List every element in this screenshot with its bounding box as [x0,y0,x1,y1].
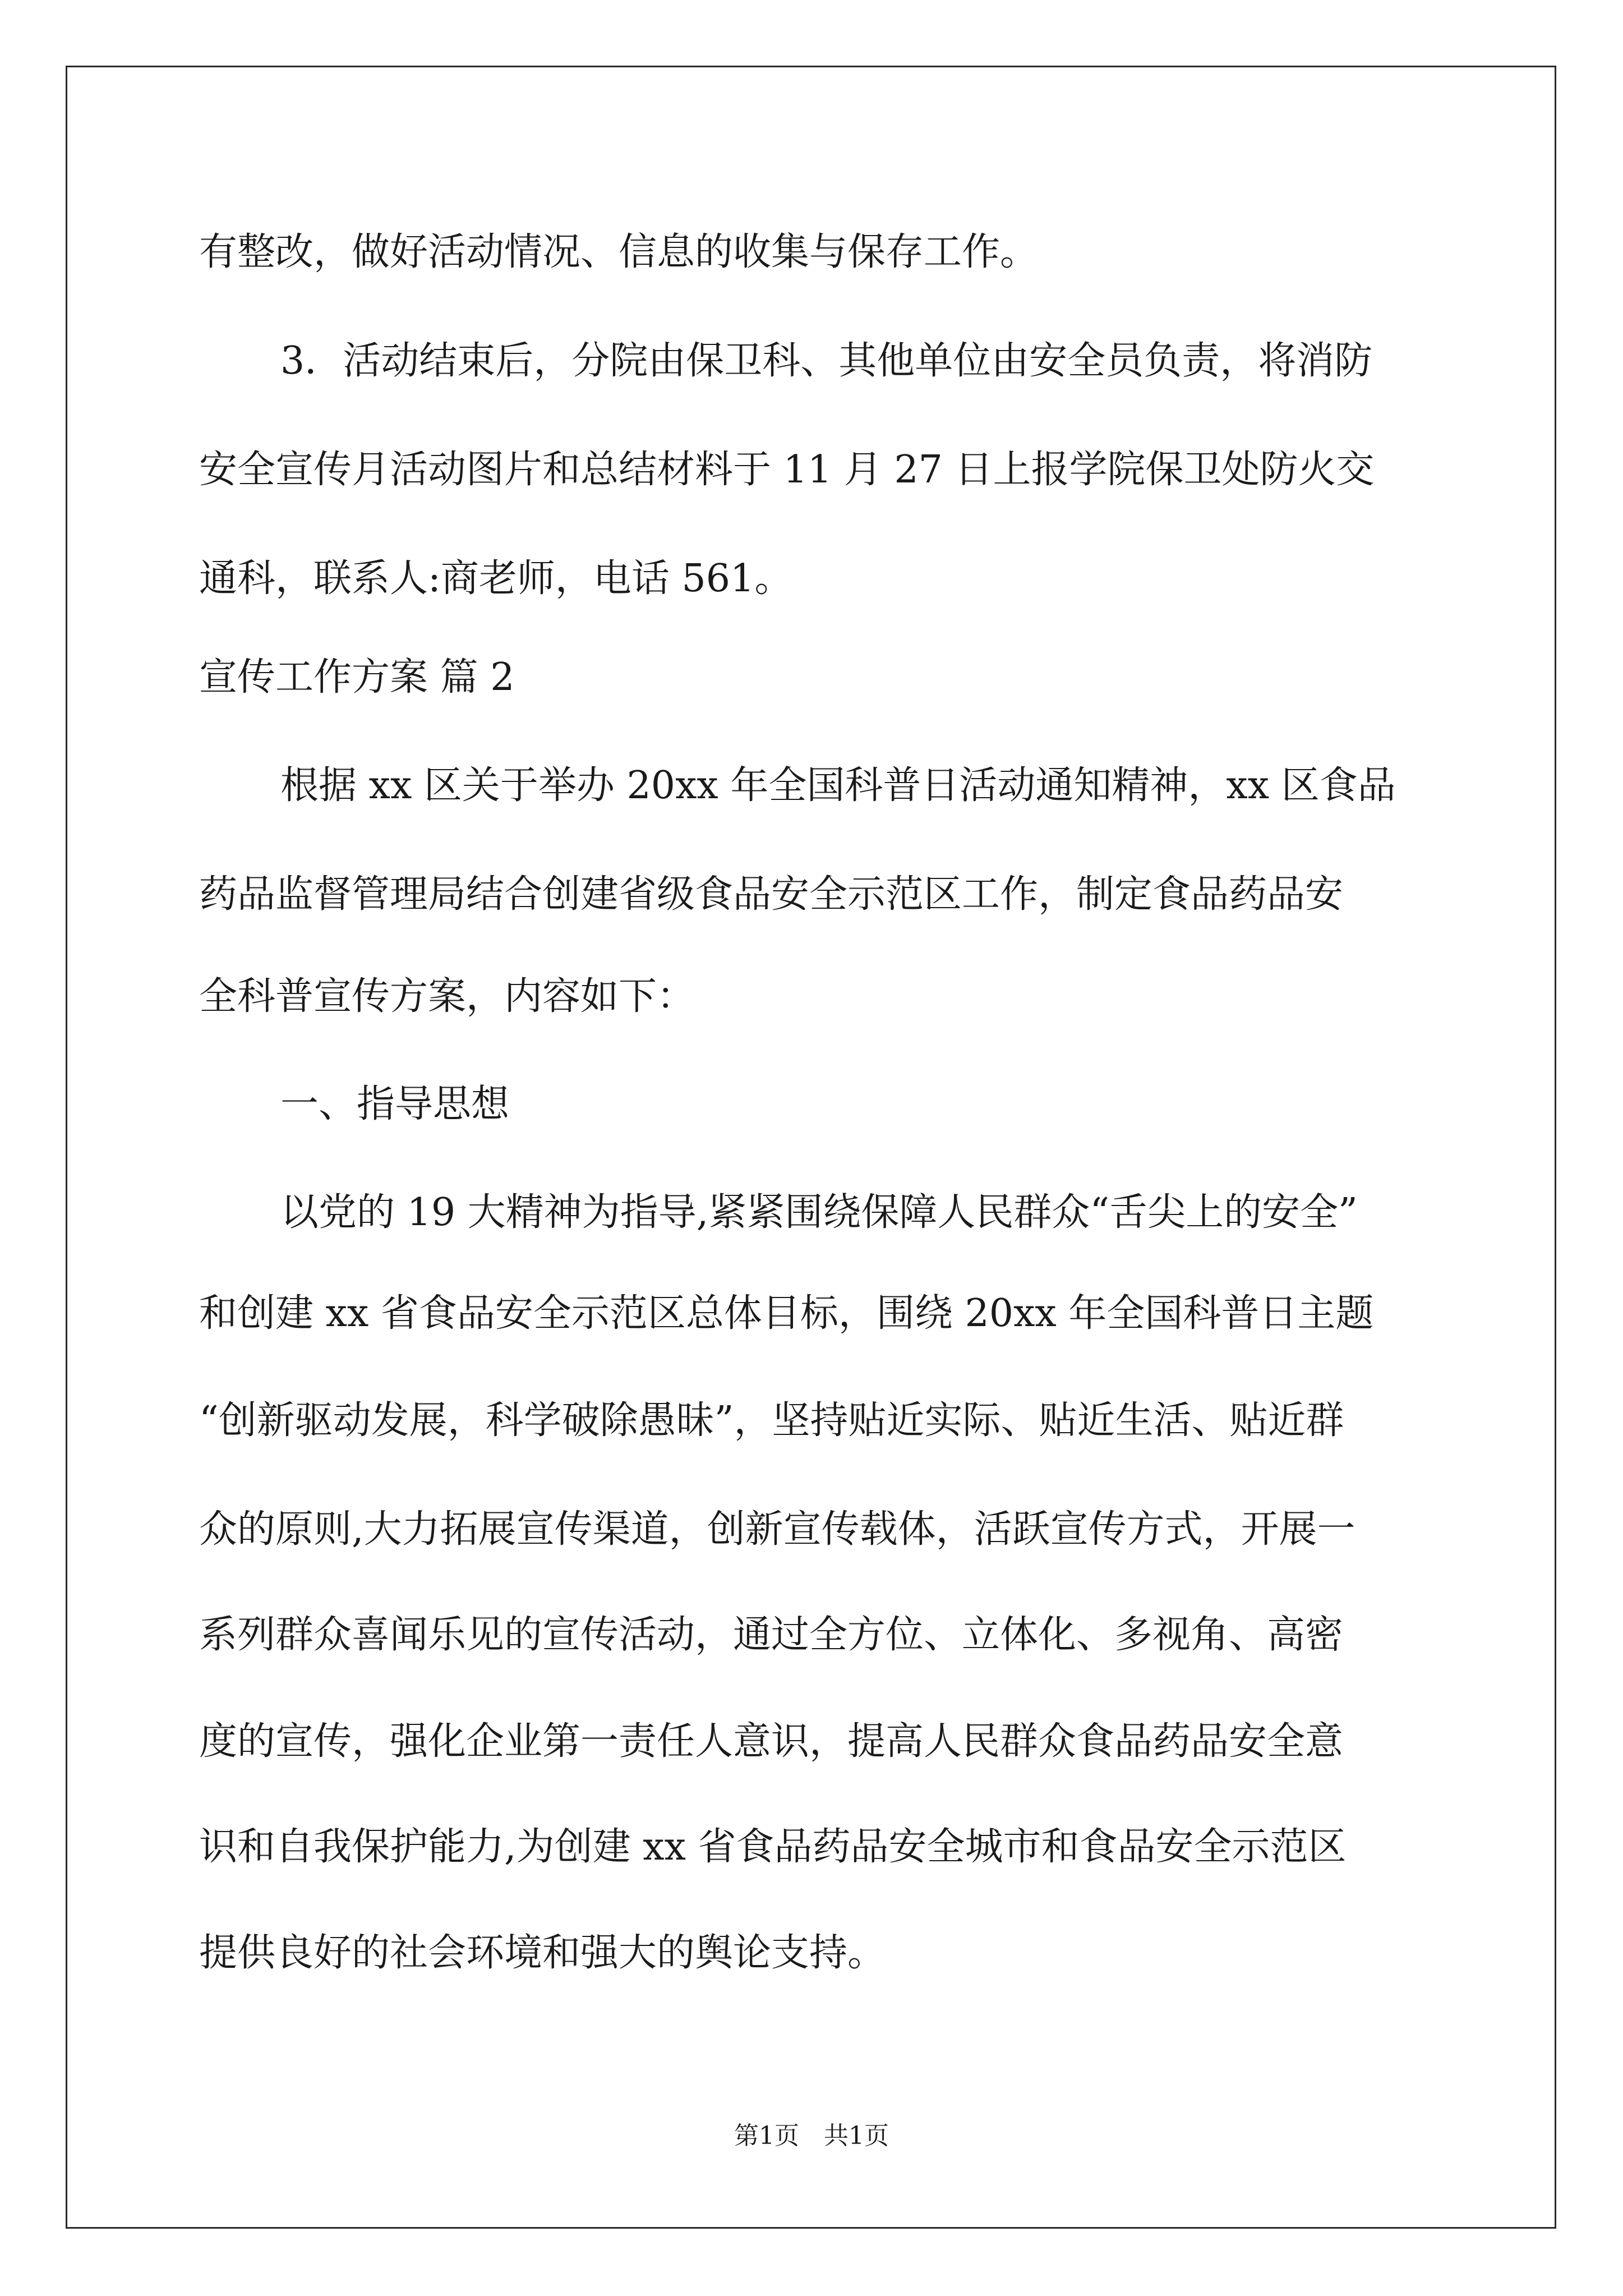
text-line: 识和自我保护能力,为创建 xx 省食品药品安全城市和食品安全示范区 [199,1825,1347,1869]
text-line: 安全宣传月活动图片和总结材料于 11 月 27 日上报学院保卫处防火交 [199,448,1375,492]
text-line: 全科普宣传方案，内容如下： [199,974,695,1019]
text-line: 有整改，做好活动情况、信息的收集与保存工作。 [199,230,1039,274]
section-heading: 宣传工作方案 篇 2 [199,655,515,700]
page-number: 第1页 [734,2122,799,2150]
page-total: 共1页 [824,2122,889,2150]
subheading: 一、指导思想 [280,1082,510,1126]
text-line: 众的原则,大力拓展宣传渠道，创新宣传载体，活跃宣传方式，开展一 [199,1507,1355,1552]
page-footer [0,2119,1623,2153]
text-line: 和创建 xx 省食品安全示范区总体目标，围绕 20xx 年全国科普日主题 [199,1291,1374,1336]
text-line: 通科，联系人:商老师，电话 561。 [199,556,793,601]
text-line: 药品监督管理局结合创建省级食品安全示范区工作，制定食品药品安 [199,872,1344,917]
text-line: 根据 xx 区关于举办 20xx 年全国科普日活动通知精神，xx 区食品 [280,763,1396,808]
text-line: 3．活动结束后，分院由保卫科、其他单位由安全员负责，将消防 [280,339,1373,383]
text-line: “创新驱动发展，科学破除愚昧”，坚持贴近实际、贴近生活、贴近群 [199,1398,1344,1443]
text-line: 度的宣传，强化企业第一责任人意识，提高人民群众食品药品安全意 [199,1719,1344,1764]
text-line: 提供良好的社会环境和强大的舆论支持。 [199,1931,886,1975]
text-line: 系列群众喜闻乐见的宣传活动，通过全方位、立体化、多视角、高密 [199,1613,1344,1657]
page-border [66,66,1556,2229]
text-line: 以党的 19 大精神为指导,紧紧围绕保障人民群众“舌尖上的安全” [280,1190,1358,1235]
